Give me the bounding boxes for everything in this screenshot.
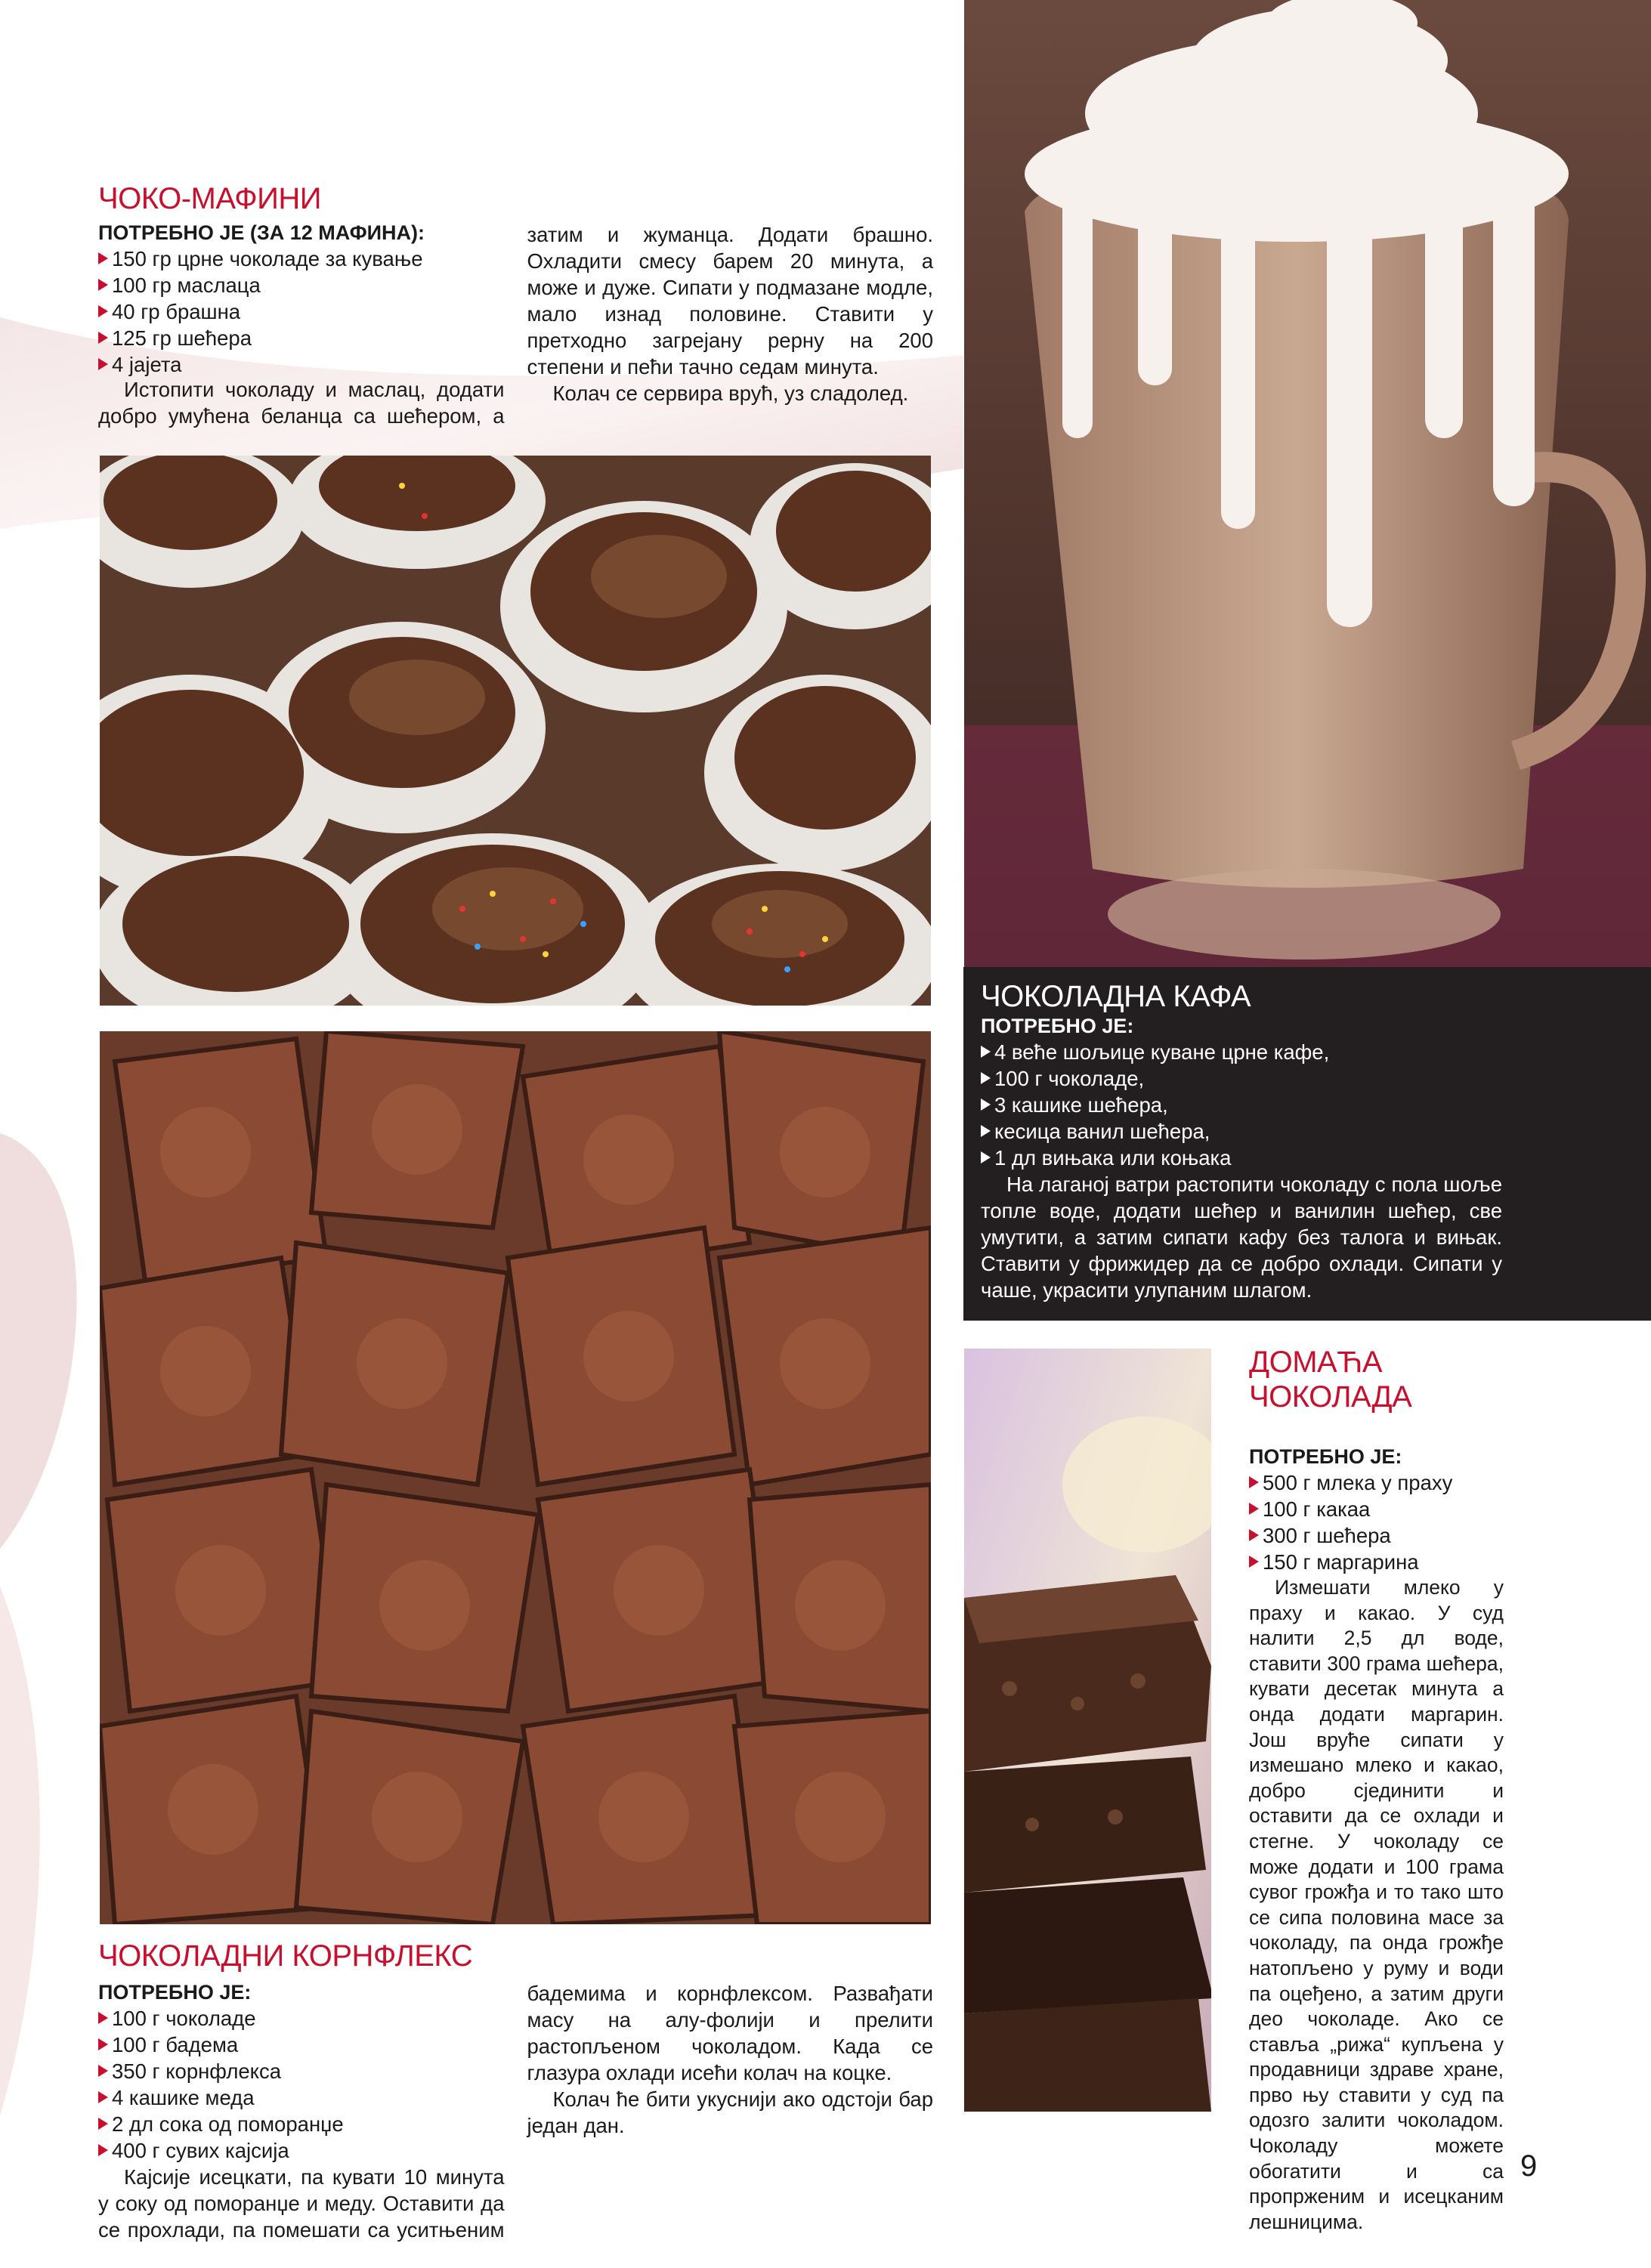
page-number: 9 — [1520, 2149, 1538, 2183]
ingredient-item: 1 дл вињака или коњака — [981, 1145, 1502, 1171]
cornflakes-text-2: Колач ће бити укуснији ако одстоји бар један дан. — [527, 2087, 933, 2137]
homemade-chocolate-photo — [964, 1349, 1211, 2112]
homemade-title: ДОМАЋА ЧОКОЛАДА — [1249, 1346, 1412, 1414]
coffee-ingredients — [981, 1039, 1502, 1171]
cornflakes-text-1: Кајсије исецкати, па кувати 10 минута у соку од поморанџе и меду. Оставити да се прохлади, па помешати са уситњеним бадемима и корнфлексом. Развађати масу на алу-фолији и прелити растопљеном чоколадом. Када се глазура охлади исећи колач на коцке. — [98, 1982, 933, 2242]
ingredient-item: 500 г млека у праху — [1249, 1469, 1504, 1496]
homemade-recipe — [1249, 1345, 1504, 2235]
ingredient-item: 100 гр маслаца — [98, 272, 505, 298]
muffins-title: ЧОКО-МАФИНИ — [98, 182, 322, 215]
ingredient-item: 100 г чоколаде, — [981, 1065, 1502, 1092]
ingredient-item: 400 г сувих кајсија — [98, 2137, 505, 2164]
cornflakes-body — [98, 1980, 933, 2245]
ingredient-item: 100 г бадема — [98, 2032, 505, 2058]
cornflakes-photo — [100, 1031, 931, 1924]
ingredient-item: 350 г корнфлекса — [98, 2058, 505, 2084]
ingredient-item: 100 г чоколаде — [98, 2005, 505, 2032]
ingredient-item: 150 г маргарина — [1249, 1549, 1504, 1575]
ingredient-item: 100 г какаа — [1249, 1496, 1504, 1522]
ingredient-item: 4 веће шољице куване црне кафе, — [981, 1039, 1502, 1065]
cornflakes-title: ЧОКОЛАДНИ КОРНФЛЕКС — [98, 1939, 473, 1973]
coffee-recipe — [981, 979, 1502, 1303]
coffee-text-1: На лаганој ватри растопити чоколаду с пола шоље топле воде, додати шећер и ванилин шећер, све умутити, а затим сипати кафу без талога и вињак. Ставити у фрижидер да се добро охлади. Сипати у чаше, украсити улупаним шлагом. — [981, 1173, 1502, 1302]
homemade-need-label: ПОТРЕБНО ЈЕ: — [1249, 1445, 1402, 1468]
cornflakes-recipe — [98, 1939, 933, 1978]
cornflakes-need-label: ПОТРЕБНО ЈЕ: — [98, 1981, 252, 2004]
homemade-text-1: Измешати млеко у праху и какао. У суд налити 2,5 дл воде, ставити 300 грама шећера, кувати десетак минута а онда додати маргарин. Још вруће сипати у измешано млеко и какао, добро сјединити и оставити да се охлади и стегне. У чоколаду се може додати и 100 грама сувог грожђа и то тако што се сипа половина масе за чоколаду, па онда грожђе натопљено у руму и води па оцеђено, а затим други део чоколаде. Ако се ставља „рижа“ купљена у продавници здраве хране, прво њу ставити у суд па одозго залити чоколадом. Чоколаду можете обогатити и са пропрженим и исецканим лешницима. — [1249, 1576, 1504, 2233]
ingredient-item: 125 гр шећера — [98, 325, 505, 351]
muffins-body — [98, 221, 933, 440]
homemade-ingredients — [1249, 1469, 1504, 1575]
ingredient-item: 4 јајета — [98, 351, 505, 378]
coffee-need-label: ПОТРЕБНО ЈЕ: — [981, 1015, 1134, 1037]
muffins-text-1: Истопити чоколаду и маслац, додати добро умућена беланца са шећером, а затим и жуманца. Додати брашно. Охладити смесу барем 20 минута, а може и дуже. Сипати у подмазане модле, мало изнад половине. Ставити у претходно загрејану рерну на 200 степени и пећи тачно седам минута. — [98, 223, 933, 428]
ingredient-item: кесица ванил шећера, — [981, 1118, 1502, 1145]
coffee-title: ЧОКОЛАДНА КАФА — [981, 980, 1251, 1013]
ingredient-item: 2 дл сока од поморанџе — [98, 2111, 505, 2137]
ingredient-item: 40 гр брашна — [98, 298, 505, 325]
muffins-text-2: Колач се сервира врућ, уз сладолед. — [552, 382, 909, 405]
muffins-need-label: ПОТРЕБНО ЈЕ (ЗА 12 МАФИНА): — [98, 221, 425, 244]
muffins-photo — [100, 456, 931, 1006]
ingredient-item: 4 кашике меда — [98, 2084, 505, 2111]
cornflakes-ingredients — [98, 2005, 505, 2164]
ingredient-item: 150 гр црне чоколаде за кување — [98, 246, 505, 272]
ingredient-item: 3 кашике шећера, — [981, 1092, 1502, 1118]
ingredient-item: 300 г шећера — [1249, 1522, 1504, 1549]
chocolate-coffee-photo — [964, 0, 1651, 967]
